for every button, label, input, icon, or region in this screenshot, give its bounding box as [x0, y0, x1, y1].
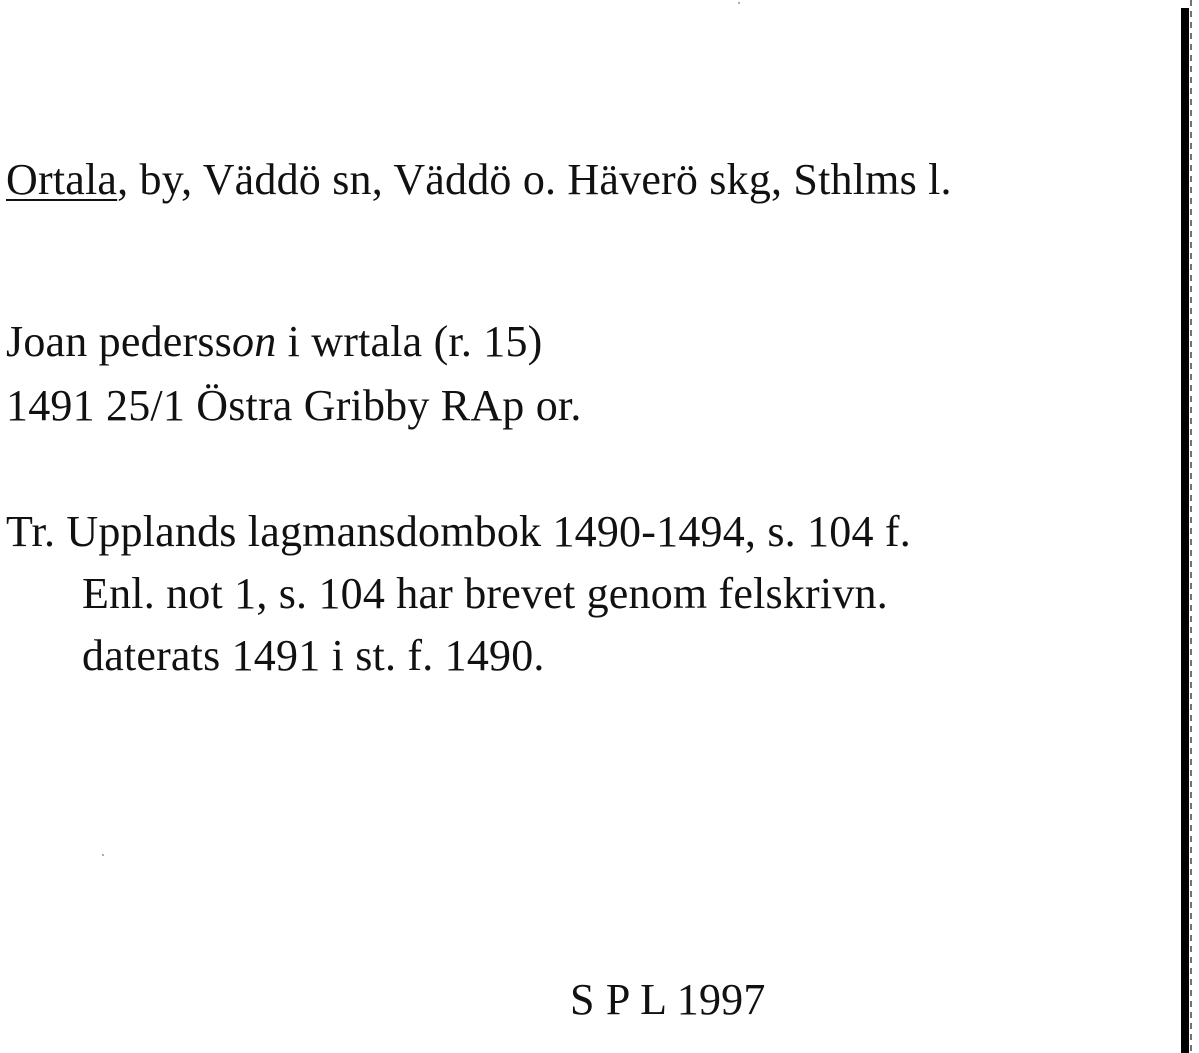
scan-speck: [102, 854, 104, 856]
source-line-1: Tr. Upplands lagmansdombok 1490-1494, s. 104 f.: [6, 507, 911, 556]
scan-edge-bar: [1181, 8, 1189, 1053]
entry-date-line: 1491 25/1 Östra Gribby RAp or.: [6, 381, 582, 430]
scan-speck: [738, 2, 740, 4]
place-name: Ortala: [6, 155, 118, 204]
source-line-3: daterats 1491 i st. f. 1490.: [82, 631, 545, 680]
entry-line-1: [6, 317, 543, 366]
card-heading: [6, 155, 952, 204]
signature: S P L 1997: [570, 975, 766, 1024]
entry-location-ref: i wrtala (r. 15): [276, 317, 543, 366]
entry-name-italic-suffix: on: [232, 317, 277, 366]
scan-edge-noise: [1190, 0, 1192, 1053]
source-line-2: Enl. not 1, s. 104 har brevet genom felskrivn.: [82, 569, 888, 618]
place-description: , by, Väddö sn, Väddö o. Häverö skg, Sthlms l.: [117, 155, 952, 204]
entry-name-part: Joan pederss: [6, 317, 233, 366]
